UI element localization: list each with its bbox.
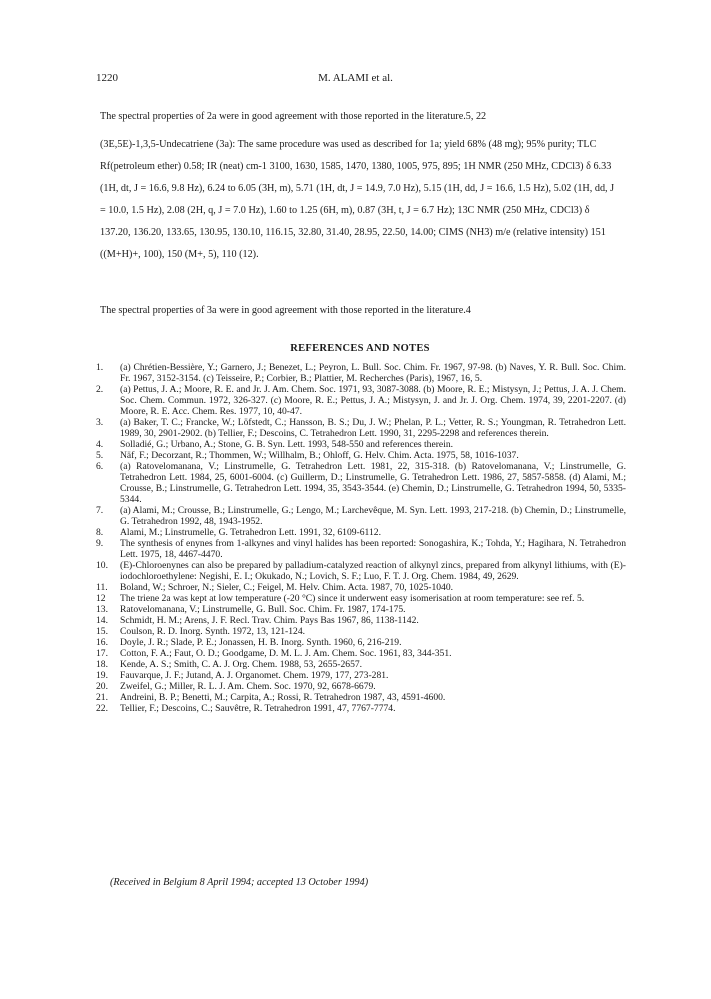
paragraph-3a-spectral: The spectral properties of 3a were in good agreement with those reported in the literature.4 [100,305,471,316]
reference-number: 22. [96,703,108,714]
reference-text: Schmidt, H. M.; Arens, J. F. Recl. Trav. Chim. Pays Bas 1967, 86, 1138-1142. [120,615,419,626]
reference-number: 20. [96,681,108,692]
reference-item [96,593,626,604]
references-list [96,362,626,714]
reference-text: (a) Ratovelomanana, V.; Linstrumelle, G. Tetrahedron Lett. 1981, 22, 315-318. (b) Ratovelomanana, V.; Linstrumelle, G. Tetrahedron Lett. 1984, 25, 6001-6004. (c) Guillerm, D.; Linstrumelle, G. Tetrahedron Lett. 1986, 27, 5857-5858. (d) Alami, M.; Crousse, B.; Linstrumelle, G. Tetrahedron Lett. 1994, 35, 3543-3544. (e) Chemin, D.; Linstrumelle, G. Tetrahedron 1994, 50, 5335-5344. [120,461,626,505]
reference-item [96,681,626,692]
reference-item [96,703,626,714]
reference-item [96,439,626,450]
reference-number: 5. [96,450,104,461]
reference-number: 21. [96,692,108,703]
reference-item [96,670,626,681]
page-header [96,72,615,88]
reference-number: 10. [96,560,108,571]
reference-item [96,362,626,384]
reference-number: 11. [96,582,108,593]
reference-number: 17. [96,648,108,659]
reference-number: 19. [96,670,108,681]
reference-number: 4. [96,439,104,450]
reference-number: 1. [96,362,104,373]
reference-number: 6. [96,461,104,472]
received-date-note [110,877,368,888]
reference-number: 14. [96,615,108,626]
reference-text: The triene 2a was kept at low temperature (-20 °C) since it underwent easy isomerisation at room temperature: see ref. 5. [120,593,585,604]
reference-text: Näf, F.; Decorzant, R.; Thommen, W.; Willhalm, B.; Ohloff, G. Helv. Chim. Acta. 1975, 58, 1016-1037. [120,450,519,461]
reference-item [96,505,626,527]
reference-number: 16. [96,637,108,648]
reference-item [96,648,626,659]
reference-number: 7. [96,505,104,516]
reference-text: Coulson, R. D. Inorg. Synth. 1972, 13, 121-124. [120,626,306,637]
reference-text: Doyle, J. R.; Slade, P. E.; Jonassen, H. B. Inorg. Synth. 1960, 6, 216-219. [120,637,402,648]
reference-item [96,604,626,615]
received-text: (Received in Belgium 8 April 1994; accepted 13 October 1994) [110,877,369,888]
paragraph-3a-experimental: (3E,5E)-1,3,5-Undecatriene (3a): The same procedure was used as described for 1a; yield 68% (48 mg); 95% purity; TLC Rf(petroleum ether) 0.58; IR (neat) cm-1 3100, 1630, 1585, 1470, 1380, 1005, 975, 895; 1H NMR (250 MHz, CDCl3) δ 6.33 (1H, dt, J = 16.6, 9.8 Hz), 6.24 to 6.05 (3H, m), 5.71 (1H, dt, J = 14.9, 7.0 Hz), 5.15 (1H, dd, J = 16.6, 1.5 Hz), 5.02 (1H, dd, J = 10.0, 1.5 Hz), 2.08 (2H, q, J = 7.0 Hz), 1.60 to 1.25 (6H, m), 0.87 (3H, t, J = 6.7 Hz); 13C NMR (250 MHz, CDCl3) δ 137.20, 136.20, 133.65, 130.95, 130.10, 116.15, 32.80, 31.40, 28.95, 22.50, 14.00; CIMS (NH3) m/e (relative intensity) 151 ((M+H)+, 100), 150 (M+, 5), 110 (12). [100,139,615,260]
reference-item [96,417,626,439]
reference-item [96,384,626,417]
reference-text: Solladié, G.; Urbano, A.; Stone, G. B. Syn. Lett. 1993, 548-550 and references therein. [120,439,454,450]
reference-text: Alami, M.; Linstrumelle, G. Tetrahedron Lett. 1991, 32, 6109-6112. [120,527,381,538]
page-number: 1220 [96,72,118,84]
reference-text: Tellier, F.; Descoins, C.; Sauvêtre, R. Tetrahedron 1991, 47, 7767-7774. [120,703,396,714]
reference-item [96,450,626,461]
paragraph-2a-spectral: The spectral properties of 2a were in good agreement with those reported in the literature.5, 22 [100,111,487,122]
reference-item [96,582,626,593]
reference-text: (a) Chrétien-Bessière, Y.; Garnero, J.; Benezet, L.; Peyron, L. Bull. Soc. Chim. Fr. 1967, 97-98. (b) Naves, Y. R. Bull. Soc. Chim. Fr. 1967, 3152-3154. (c) Teisseire, P.; Corbier, B.; Plattier, M. Recherches (Paris), 1967, 16, 5. [120,362,626,384]
reference-number: 18. [96,659,108,670]
reference-number: 2. [96,384,104,395]
reference-item [96,626,626,637]
running-title: M. ALAMI et al. [318,72,393,84]
reference-item [96,659,626,670]
reference-text: (a) Baker, T. C.; Francke, W.; Löfstedt, C.; Hansson, B. S.; Du, J. W.; Phelan, P. L.; Vetter, R. S.; Youngman, R. Tetrahedron Lett. 1989, 30, 2901-2902. (b) Tellier, F.; Descoins, C. Tetrahedron Lett. 1990, 31, 2295-2298 and references therein. [120,417,626,439]
reference-text: (a) Alami, M.; Crousse, B.; Linstrumelle, G.; Lengo, M.; Larchevêque, M. Syn. Lett. 1993, 217-218. (b) Chemin, D.; Linstrumelle, G. Tetrahedron 1992, 48, 1943-1952. [120,505,626,527]
reference-number: 9. [96,538,104,549]
reference-text: (a) Pettus, J. A.; Moore, R. E. and Jr. J. Am. Chem. Soc. 1971, 93, 3087-3088. (b) Moore, R. E.; Mistysyn, J.; Pettus, J. A. J. Chem. Soc. Chem. Commun. 1972, 326-327. (c) Moore, R. E.; Pettus, J. A.; Mistysyn, J. and Jr. J. Org. Chem. 1974, 39, 2201-2207. (d) Moore, R. E. Acc. Chem. Res. 1977, 10, 40-47. [120,384,626,417]
reference-item [96,560,626,582]
reference-text: The synthesis of enynes from 1-alkynes and vinyl halides has been reported: Sonogashira, K.; Tohda, Y.; Hagihara, N. Tetrahedron Lett. 1975, 18, 4467-4470. [120,538,626,560]
reference-item [96,527,626,538]
reference-item [96,692,626,703]
reference-number: 3. [96,417,104,428]
reference-text: Andreini, B. P.; Benetti, M.; Carpita, A.; Rossi, R. Tetrahedron 1987, 43, 4591-4600. [120,692,446,703]
reference-text: Zweifel, G.; Miller, R. L. J. Am. Chem. Soc. 1970, 92, 6678-6679. [120,681,376,692]
reference-number: 8. [96,527,104,538]
references-heading: REFERENCES AND NOTES [290,343,430,354]
reference-number: 12 [96,593,106,604]
reference-text: Kende, A. S.; Smith, C. A. J. Org. Chem. 1988, 53, 2655-2657. [120,659,363,670]
reference-number: 13. [96,604,108,615]
reference-number: 15. [96,626,108,637]
reference-text: Fauvarque, J. F.; Jutand, A. J. Organomet. Chem. 1979, 177, 273-281. [120,670,389,681]
reference-item [96,538,626,560]
reference-item [96,615,626,626]
reference-item [96,637,626,648]
reference-text: Cotton, F. A.; Faut, O. D.; Goodgame, D. M. L. J. Am. Chem. Soc. 1961, 83, 344-351. [120,648,452,659]
reference-item [96,461,626,505]
reference-text: Ratovelomanana, V.; Linstrumelle, G. Bull. Soc. Chim. Fr. 1987, 174-175. [120,604,406,615]
reference-text: (E)-Chloroenynes can also be prepared by palladium-catalyzed reaction of alkynyl zincs, prepared from alkynyl lithiums, with (E)-iodochloroethylene: Negishi, E. I.; Okukado, N.; Lovich, S. F.; Luo, F. T. J. Org. Chem. 1984, 49, 2629. [120,560,626,582]
reference-text: Boland, W.; Schroer, N.; Sieler, C.; Feigel, M. Helv. Chim. Acta. 1987, 70, 1025-1040. [120,582,454,593]
